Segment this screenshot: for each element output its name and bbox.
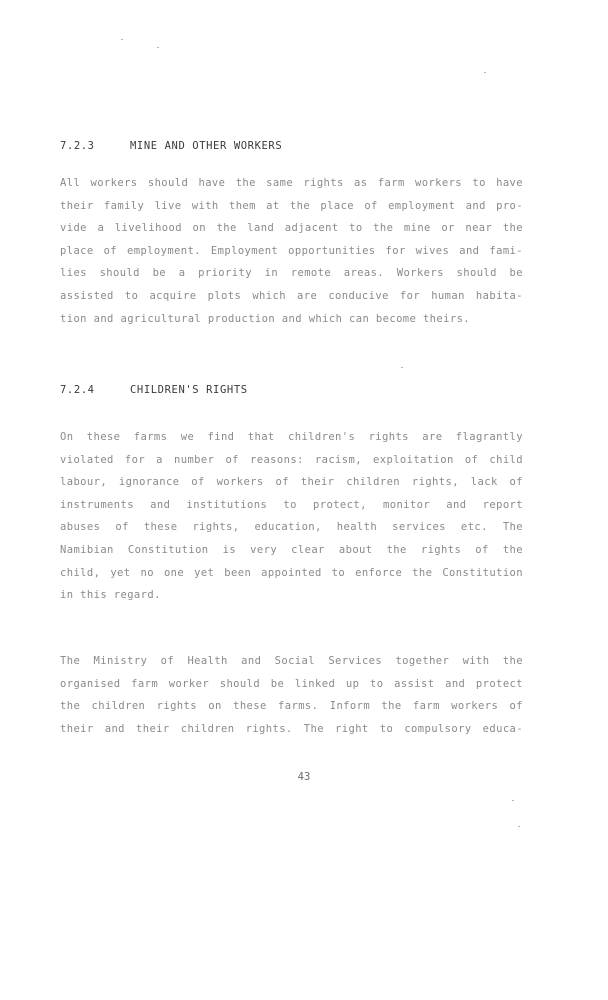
paragraph-mine-workers xyxy=(60,172,523,330)
scan-speck xyxy=(121,39,123,40)
scan-speck xyxy=(518,826,520,827)
text-line: in this regard. xyxy=(60,589,161,602)
text-line: tion and agricultural production and which can become theirs. xyxy=(60,312,471,325)
scan-speck xyxy=(512,800,514,801)
text-line: assisted to acquire plots which are conducive for human habita- xyxy=(60,289,523,302)
section-heading-7-2-4 xyxy=(60,384,248,396)
section-number: 7.2.4 xyxy=(60,384,95,396)
text-line: abuses of these rights, education, health services etc. The xyxy=(60,521,523,534)
text-line: their and their children rights. The right to compulsory educa- xyxy=(60,722,523,735)
section-number: 7.2.3 xyxy=(60,140,95,152)
text-line: Namibian Constitution is very clear about the rights of the xyxy=(60,543,523,556)
text-line: violated for a number of reasons: racism, exploitation of child xyxy=(60,453,523,466)
text-line: On these farms we find that children's rights are flagrantly xyxy=(60,431,523,443)
text-line: The Ministry of Health and Social Services together with the xyxy=(60,655,523,667)
text-line: lies should be a priority in remote areas. Workers should be xyxy=(60,267,523,280)
text-line: place of employment. Employment opportunities for wives and fami- xyxy=(60,244,523,257)
text-line: vide a livelihood on the land adjacent to the mine or near the xyxy=(60,222,523,235)
text-line: the children rights on these farms. Inform the farm workers of xyxy=(60,700,523,713)
text-line: All workers should have the same rights as farm workers to have xyxy=(60,177,523,189)
text-line: organised farm worker should be linked up to assist and protect xyxy=(60,677,523,690)
paragraph-children-rights xyxy=(60,426,523,607)
section-title: MINE AND OTHER WORKERS xyxy=(130,140,283,152)
scan-speck xyxy=(484,72,486,73)
text-line: child, yet no one yet been appointed to enforce the Constitution xyxy=(60,566,523,579)
scan-speck xyxy=(157,47,159,48)
page-number: 43 xyxy=(297,771,311,783)
section-title: CHILDREN'S RIGHTS xyxy=(130,384,248,396)
text-line: their family live with them at the place of employment and pro- xyxy=(60,199,523,212)
text-line: labour, ignorance of workers of their children rights, lack of xyxy=(60,476,523,489)
scan-speck xyxy=(401,367,403,368)
paragraph-ministry xyxy=(60,650,523,740)
section-heading-7-2-3 xyxy=(60,140,282,152)
text-line: instruments and institutions to protect, monitor and report xyxy=(60,498,523,511)
